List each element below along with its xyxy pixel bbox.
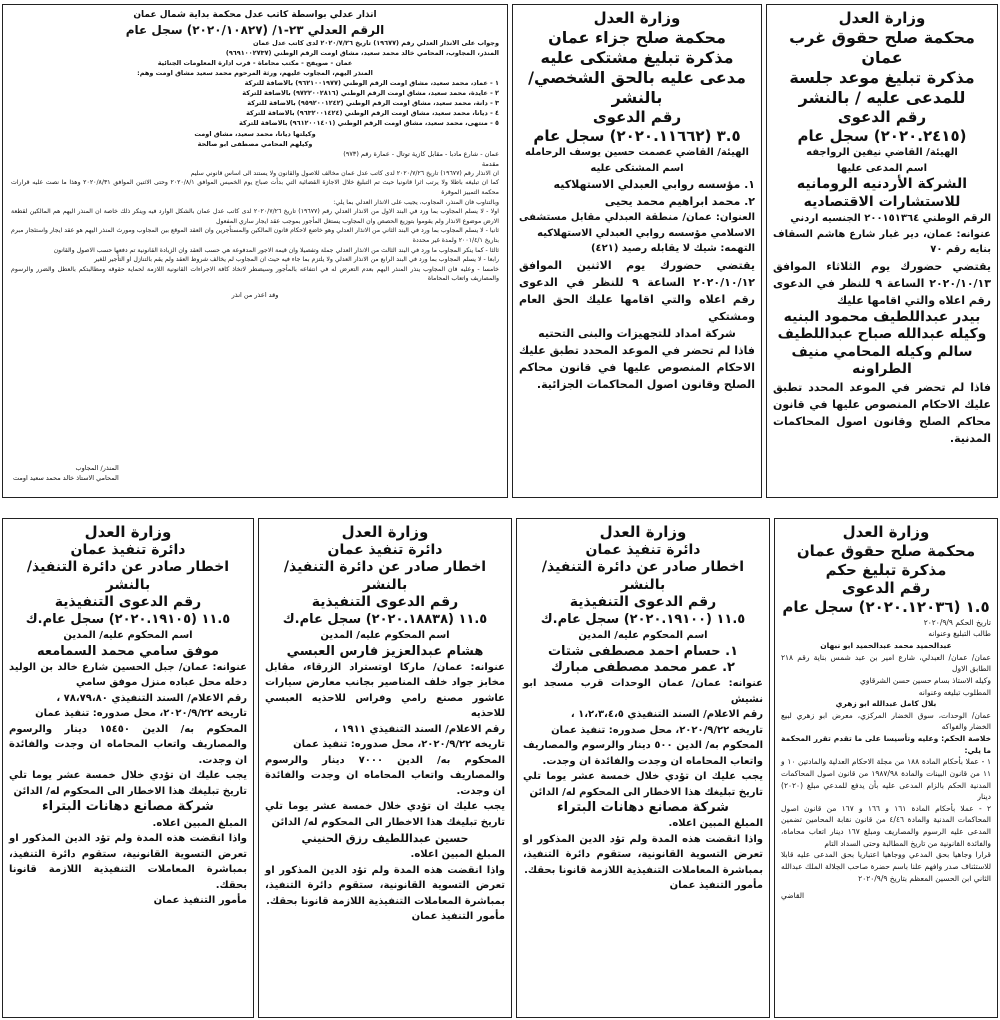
summons-text: يقتضي حضورك يوم الاثنين الموافق ٢٠٢٠/١٠/١٢ الساعة ٩ للنظر في الدعوى رقم اعلاه والتي اقامها عليك الحق العام ومشتكي bbox=[519, 258, 755, 323]
notice-judgment bbox=[774, 518, 998, 1018]
notified-address: عمان/ الوحدات، سوق الخضار المركزي، معرض ابو زهري لبيع الخضار والفواكه bbox=[781, 710, 991, 732]
ministry-title: وزارة العدل bbox=[593, 9, 681, 27]
defendant-name: الشركة الأردنيه الرومانيه للاستشارات الاقتصاديه bbox=[796, 176, 968, 210]
officer: مأمور التنفيذ عمان bbox=[153, 895, 247, 906]
body-paragraph: ثالثا - كما ينكر المجاوب ما ورد في البند الثالث من الانذار العدلي جملة وتفصيلا وان قيمة الاجور المدفوعة هي حسب العقد وان الزيادة القانونية تم دفعها حسب الاصول والقانون bbox=[53, 246, 499, 254]
body-paragraph: كما ان تبليغه باطلا ولا يرتب اثرا قانونيا حيث تم التبليغ خلال الاجازة القضائية التي بدأت صباح يوم الخميس الموافق ٢٠٢٠/٨/١ وحتى الاثنين الموافق ٢٠٢٠/٨/٣١ وهذا ما نصت عليه قرارات محكمة التمييز الموقرة bbox=[11, 179, 499, 196]
body-paragraph: اولا - لا يسلم المجاوب بما ورد في البند الاول من الانذار العدلي رقم (١٩٦٧٧) تاريخ ٢٠٢٠/٧/٢٦ لدى كاتب عدل عمان بالشكل الوارد فيه وينكر ذلك خاصة ان المنذر اليهم هم المالكين لقطعة الارض موضوع الانذار ولم يقوموا بتوزيع الحصص وان المجاوب يستغل المأجور بموجب عقد ايجار ساري المفعول bbox=[11, 208, 499, 225]
signature-label: المنذر/ المجاوب bbox=[75, 463, 119, 472]
lawyer-line: وكيلهم المحامي مصطفى ابو صالحة bbox=[197, 139, 313, 148]
court-name: محكمة صلح حقوق عمان bbox=[796, 541, 976, 560]
department-name: دائرة تنفيذ عمان bbox=[585, 541, 701, 558]
ministry-title: وزارة العدل bbox=[341, 523, 429, 541]
case-label: رقم الدعوى التنفيذية bbox=[569, 594, 717, 611]
body-paragraph: ان الانذار رقم (١٩٦٧٧) تاريخ ٢٠٢٠/٧/٢٦ لدى كاتب عدل عمان مخالف للاصول والقانون ولا يستند الى اساس قانوني سليم bbox=[190, 169, 499, 177]
payment-text: يجب عليك ان تؤدي خلال خمسة عشر يوما تلي تاريخ تبليغك هذا الاخطار الى المحكوم له/ الدائن bbox=[9, 770, 247, 797]
notice-title: اخطار صادر عن دائرة التنفيذ/بالنشر bbox=[541, 559, 745, 593]
notified-label: المطلوب تبليغه وعنوانه bbox=[918, 687, 991, 697]
court-name: محكمة صلح جزاء عمان bbox=[548, 27, 726, 47]
address: العنوان: عمان/ منطقة العبدلي مقابل مستشفى الاسلامي مؤسسه روابي العبدلي الاستهلاكيه bbox=[519, 212, 755, 239]
address: عنوانه: عمان/ ماركا اوتستراد الزرقاء، مقابل مخابز جواد خلف المناصير بجانب معارض سيارات عاشور مصنع رامي وفراس للاحذيه العبسي للاحذيه bbox=[265, 661, 505, 720]
recipient-item: ٥ - منتهى، محمد سعيد، مشاق اومت الرقم الوطني (٩٦١٢٠٠١٤٠١) بالاضافة للتركة bbox=[239, 119, 499, 128]
intro-label: مقدمة bbox=[481, 159, 499, 168]
body-paragraph: رابعا - لا يسلم المجاوب بما ورد في البند الرابع من الانذار العدلي ولا يلتزم بما جاء فيه حيث ان المجاوب لم يخالف شروط العقد ولم يقم بالتنازل او التأجير للغير bbox=[94, 256, 499, 264]
sender-address: عمان - صويفح - مكتب محاماة - قرب ادارة المعلومات الجنائية bbox=[157, 59, 353, 68]
debtor-1: ١. حسام احمد مصطفى شتات bbox=[547, 643, 739, 659]
debtor-label: اسم المحكوم عليه/ المدين bbox=[320, 630, 450, 641]
notice-criminal-amman bbox=[512, 4, 762, 498]
closing-text: واذا انقضت هذه المدة ولم تؤد الدين المذكور او تعرض التسوية القانونية، ستقوم دائرة التنفيذ، بمباشرة المعاملات التنفيذية اللازمة قانونا بحقك. bbox=[9, 833, 247, 891]
charge: التهمه: شيك لا يقابله رصيد (٤٢١) bbox=[590, 243, 755, 255]
case-label: رقم الدعوى bbox=[592, 107, 682, 126]
complainant-label: اسم المشتكى عليه bbox=[590, 162, 684, 174]
amount: المحكوم به/ الدين ٥٠٠ دينار والرسوم والمصاريف واتعاب المحاماه ان وجدت والفائدة ان وجدت. bbox=[523, 740, 763, 767]
summary-item: ٢ - عملا بأحكام المادة ١٦١ و ١٦٦ و ١٦٧ من قانون اصول المحاكمات المدنية والمادة ٤/٤٦ من قانون نقابة المحامين تضمين المدعى عليه الرسوم والمصاريف ومبلغ ١٦٧ دينار اتعاب محاماة، والفائدة القانونية من تاريخ المطالبة وحتى السداد التام bbox=[781, 803, 991, 848]
ministry-title: وزارة العدل bbox=[84, 523, 172, 541]
defendant-1: ١. مؤسسه روابي العبدلي الاستهلاكيه bbox=[553, 178, 755, 192]
notice-header: انذار عدلي بواسطة كاتب عدل محكمة بداية شمال عمان bbox=[133, 10, 377, 20]
judge: الهيئة/ القاضي نيفين الرواجفه bbox=[806, 147, 958, 159]
court-name: محكمة صلح حقوق غرب عمان bbox=[789, 27, 975, 67]
reply-line: وجواب على الانذار العدلي رقم (١٩٦٧٧) تاريخ ٢٠٢٠/٧/٢٦ لدى كاتب عدل عمان bbox=[253, 38, 499, 47]
recipient-item: ١ - عماد، محمد سعيد، مشاق اومت الرقم الوطني (٩٦٢١٠٠١٩٧٧) بالاضافة للتركة bbox=[244, 79, 499, 88]
body-paragraph: خامسا - وعليه فان المجاوب ينذر المنذر اليهم بعدم التعرض له في انتفاعه بالمأجور وسيضطر لاتخاذ كافة الاجراءات القانونية اللازمة لحماية حقوقه ومطالبتكم بالعطل والضرر والرسوم والمصاريف واتعاب المحاماة bbox=[11, 265, 499, 283]
judge-label: القاضي bbox=[781, 891, 805, 901]
closing-text: واذا انقضت هذه المدة ولم تؤد الدين المذكور او تعرض التسوية القانونية، ستقوم دائرة التنفيذ، بمباشرة المعاملات التنفيذية اللازمة قانونا بحقك. bbox=[523, 833, 763, 876]
notice-title: مذكرة تبليغ موعد جلسة للمدعى عليه / بالنشر bbox=[789, 67, 975, 107]
judge: الهيئة/ القاضي عصمت حسين يوسف الرحامله bbox=[525, 147, 749, 159]
amount-reference: المبلغ المبين اعلاه. bbox=[152, 817, 247, 829]
case-number: ١.٥ (٢٠٢٠.١٢٠٣٦) سجل عام bbox=[782, 598, 990, 616]
recipients-list bbox=[11, 78, 499, 128]
debtor-1: هشام عبدالعزيز فارس العبسي bbox=[286, 643, 484, 659]
amount: المحكوم به/ الدين ٧٠٠٠ دينار والرسوم والمصاريف واتعاب المحاماه ان وجدت والفائدة ان وجدت. bbox=[265, 754, 505, 797]
officer: مأمور التنفيذ عمان bbox=[411, 911, 505, 923]
reference-number: الرقم العدلي ٢٣-١/ (٢٠٢٠/١٠٨٢٧) سجل عام bbox=[125, 22, 385, 37]
notice-title: اخطار صادر عن دائرة التنفيذ/بالنشر bbox=[26, 559, 230, 593]
requester-label: طالب التبليغ وعنوانه bbox=[928, 629, 991, 639]
defendant-label: اسم المدعى عليها bbox=[836, 162, 928, 174]
notice-civil-west-amman bbox=[766, 4, 998, 498]
requester-name: عبدالحميد محمد عبدالحميد ابو نبهان bbox=[820, 641, 952, 650]
summary-item: ١ - عملا بأحكام المادة ١٨٨ من مجلة الاحكام العدلية والمادتين ١٠ و ١١ من قانون البينات والمادة ١٩٨٧/٩٨ من قانون اصول المحاكمات المدنية الحكم بالزام المدعى عليه بأن يدفع للمدعي مبلغ (٢٠٢٠) دينار bbox=[781, 757, 992, 802]
recipient-item: ٣ - دانة، محمد سعيد، مشاق اومت الرقم الوطني (٩٥٩٢٠٠١٢٤٢) بالاضافة للتركة bbox=[247, 99, 499, 108]
plaintiff-name: بيدر عبداللطيف محمود البنيه وكيله عبدالله صباح عبداللطيف سالم وكيله المحامي منيف الطراونه bbox=[777, 308, 987, 378]
requester-address: عمان/ عمان/ العبدلي، شارع امير بن عبد شمس بناية رقم ٢١٨ الطابق الاول bbox=[781, 652, 991, 674]
case-label: رقم الدعوى التنفيذية bbox=[54, 594, 202, 611]
department-name: دائرة تنفيذ عمان bbox=[70, 541, 186, 558]
judgment-date: تاريخ الحكم ٢٠٢٠/٩/٩ bbox=[923, 617, 991, 627]
amount-reference: المبلغ المبين اعلاه. bbox=[668, 818, 763, 830]
sender-line: المنذر، المجاوب، المحامي خالد محمد سعيد، مشاق اومت الرقم الوطني (٩٦٩١٠٠٢٧٣٧) bbox=[225, 49, 499, 57]
case-label: رقم الدعوى bbox=[837, 107, 927, 126]
document-number: رقم الاعلام/ السند التنفيذي ١،٢،٣،٤،٥ ، bbox=[570, 709, 763, 720]
ministry-title: وزارة العدل bbox=[838, 9, 926, 27]
payment-text: يجب عليك ان تؤدي خلال خمسة عشر يوما تلي تاريخ تبليغك هذا الاخطار الى المحكوم له/ الدائن bbox=[523, 771, 763, 798]
case-number: ١١.٥ (٢٠٢٠.١٩١٠٠) سجل عام.ك bbox=[540, 611, 746, 627]
recipient-item: ٤ - ديانا، محمد سعيد، مشاق اومت الرقم الوطني (٩٦٣٢٠٠١٤٢٤) بالاضافة للتركة bbox=[246, 109, 499, 118]
defendant-2: ٢. محمد ابراهيم محمد يحيى bbox=[604, 195, 755, 209]
plaintiff-name: شركة امداد للتجهيزات والبنى التحتيه bbox=[538, 327, 736, 341]
address-line: عمان - شارع مادبا - مقابل كازية توتال - عمارة رقم (٩٧٣) bbox=[343, 149, 499, 158]
case-number: ٣.٥ (٢٠٢٠.١١٦٦٢) سجل عام bbox=[533, 126, 741, 145]
body-paragraph: وبالتناوب فان المنذر، المجاوب، يجيب على الانذار العدلي بما يلي: bbox=[333, 198, 499, 206]
creditor-name: شركة مصانع دهانات البتراء bbox=[42, 799, 214, 815]
payment-text: يجب عليك ان تؤدي خلال خمسة عشر يوما تلي تاريخ تبليغك هذا الاخطار الى المحكوم له/ الدائن bbox=[265, 801, 505, 828]
document-date: تاريخه ٢٠٢٠/٩/٢٢، محل صدوره: تنفيذ عمان bbox=[293, 739, 505, 751]
creditor-name: شركة مصانع دهانات البتراء bbox=[557, 800, 729, 815]
creditor-name: حسين عبداللطيف رزق الحنيني bbox=[301, 832, 469, 846]
notice-title: مذكرة تبليغ حكم bbox=[825, 560, 947, 579]
address: عنوانه: عمان/ جبل الحسين شارع خالد بن الوليد دخله محل عباده منزل موفق سامي bbox=[9, 661, 247, 689]
document-number: رقم الاعلام/ السند التنفيذي ٧٨،٧٩،٨٠ ، bbox=[56, 692, 247, 704]
national-id: الرقم الوطني ٢٠٠١٥١٣٦٤ الجنسيه اردني bbox=[790, 213, 991, 225]
case-number: ١١.٥ (٢٠٢٠.١٨٨٣٨) سجل عام.ك bbox=[282, 611, 488, 627]
agent-line: وكيله الاستاذ بسام حسين حسن الشرقاوي bbox=[859, 675, 991, 685]
signature-name: المحامي الاستاذ خالد محمد سعيد اومت bbox=[13, 473, 119, 482]
debtor-1: موفق سامي محمد السمامعه bbox=[37, 643, 219, 659]
officer: مأمور التنفيذ عمان bbox=[669, 880, 763, 892]
closing-line: وقد اعذر من انذر bbox=[231, 291, 279, 300]
agents-line: وكيلتها ديانا، محمد سعيد، مشاق اومت bbox=[194, 129, 316, 138]
notified-name: بلال كامل عبدالله ابو زهري bbox=[835, 699, 937, 709]
body-paragraph: ثانيا - لا يسلم المجاوب بما ورد في البند الثاني من الانذار العدلي وهو خاضع لاحكام قانون المالكين والمستأجرين وان العقد الموقع بين المجاوب ومورث المنذر اليهم هو عقد ايجار واستئجار مبرم بتاريخ ٢٠٠١/٤/١ ولمدة غير محددة bbox=[11, 227, 499, 245]
ministry-title: وزارة العدل bbox=[599, 523, 687, 541]
notice-title: اخطار صادر عن دائرة التنفيذ/بالنشر bbox=[283, 559, 487, 593]
department-name: دائرة تنفيذ عمان bbox=[327, 541, 443, 558]
document-date: تاريخه ٢٠٢٠/٩/٢٢، محل صدوره: تنفيذ عمان bbox=[551, 724, 763, 736]
summary-title: خلاصة الحكم: وعليه وتأسيسا على ما تقدم تقرر المحكمة ما يلي: bbox=[781, 734, 991, 755]
notice-execution-3 bbox=[2, 518, 254, 1018]
notice-legal-warning bbox=[2, 4, 508, 498]
recipients-title: المنذر اليهم، المجاوب عليهم، ورثة المرحوم محمد سعيد مشاق اومت وهم: bbox=[137, 69, 373, 78]
notice-execution-2 bbox=[258, 518, 512, 1018]
summary-item: قرارا وجاهيا بحق المدعي ووجاهيا اعتباريا بحق المدعى عليه قابلا للاستئناف صدر وافهم علنا باسم حضرة صاحب الجلالة الملك عبدالله الثاني ابن الحسين المعظم بتاريخ ٢٠٢٠/٩/٩ bbox=[781, 850, 991, 883]
address: عنوانه: عمان/ عمان الوحدات قرب مسجد ابو نشيش bbox=[523, 678, 763, 705]
recipient-item: ٢ - عايدة، محمد سعيد، مشاق اومت الرقم الوطني (٩٧٢٢٠٠٢٨١٦) بالاضافة للتركة bbox=[242, 89, 499, 98]
case-number: (٢٠٢٠.٢٤١٥) سجل عام bbox=[797, 126, 967, 145]
notice-title: مذكرة تبليغ مشتكى عليه مدعى عليه بالحق الشخصي/ بالنشر bbox=[528, 47, 746, 107]
address: عنوانه: عمان، دير غبار شارع هاشم السقاف بنايه رقم ٧٠ bbox=[773, 228, 991, 256]
notice-body bbox=[11, 169, 499, 284]
document-date: تاريخه ٢٠٢٠/٩/٢٢، محل صدوره: تنفيذ عمان bbox=[35, 708, 247, 720]
ministry-title: وزارة العدل bbox=[842, 523, 930, 541]
closing-text: واذا انقضت هذه المدة ولم تؤد الدين المذكور او تعرض التسوية القانونية، ستقوم دائرة التنفيذ، بمباشرة المعاملات التنفيذية اللازمة قانونا بحقك. bbox=[265, 864, 505, 907]
warning-text: فاذا لم تحضر في الموعد المحدد تطبق عليك الاحكام المنصوص عليها في قانون محاكم الصلح وقانون اصول المحاكمات الجزائية. bbox=[519, 344, 755, 392]
case-label: رقم الدعوى التنفيذية bbox=[311, 594, 459, 611]
amount-reference: المبلغ المبين اعلاه. bbox=[410, 849, 505, 861]
amount: المحكوم به/ الدين ١٥٤٥٠ دينار والرسوم والمصاريف واتعاب المحاماه ان وجدت والفائدة ان وجدت. bbox=[9, 723, 248, 766]
warning-text: فاذا لم تحضر في الموعد المحدد تطبق عليك الاحكام المنصوص عليها في قانون محاكم الصلح وقانون اصول المحاكمات المدنية. bbox=[773, 380, 991, 446]
notice-execution-1 bbox=[516, 518, 770, 1018]
document-number: رقم الاعلام/ السند التنفيذي ١٩١١ ، bbox=[334, 723, 505, 735]
case-label: رقم الدعوى bbox=[841, 579, 931, 598]
debtor-label: اسم المحكوم عليه/ المدين bbox=[63, 630, 193, 641]
case-number: ١١.٥ (٢٠٢٠.١٩١٠٥) سجل عام.ك bbox=[25, 611, 231, 627]
summons-text: يقتضي حضورك يوم الثلاثاء الموافق ٢٠٢٠/١٠/١٣ الساعة ٩ للنظر في الدعوى رقم اعلاه والتي اقامها عليك bbox=[773, 259, 991, 307]
debtor-label: اسم المحكوم عليه/ المدين bbox=[578, 630, 708, 641]
debtor-2: ٢. عمر محمد مصطفى مبارك bbox=[551, 659, 735, 675]
